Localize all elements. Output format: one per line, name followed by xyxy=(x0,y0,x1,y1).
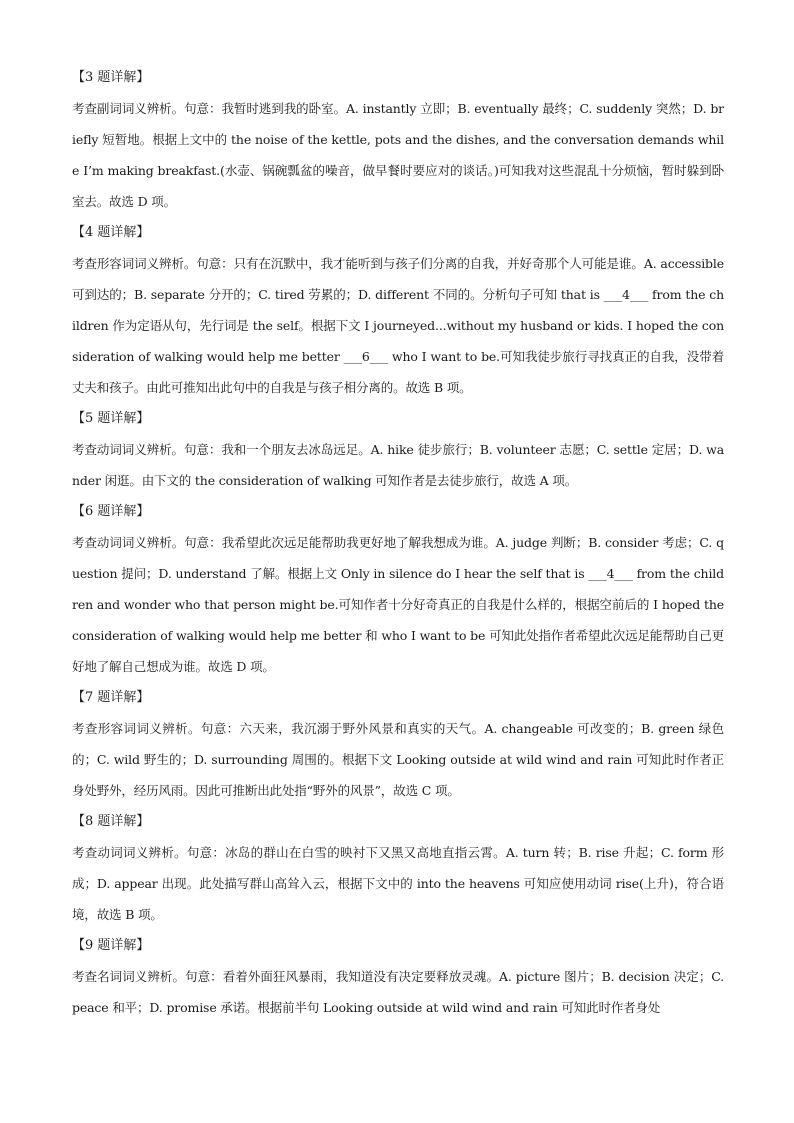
section-heading: 【6 题详解】 xyxy=(72,504,150,519)
section-body: 考查副词词义辨析。句意：我暂时逃到我的卧室。A. instantly 立即；B. eventually 最终；C. suddenly 突然；D. briefly 短暂地。根据上文中的 the noise of the kettle, pots and the dishes, and the conversation demands while I’m making breakfast.(水壶、锅碗瓢盆的噪音，做早餐时要应对的谈话。)可知我对这些混乱十分烦恼，暂时躲到卧室去。故选 D 项。 xyxy=(72,101,724,209)
section-5 xyxy=(72,403,724,496)
section-body: 考查形容词词义辨析。句意：只有在沉默中，我才能听到与孩子们分离的自我，并好奇那个人可能是谁。A. accessible 可到达的；B. separate 分开的；C. tired 劳累的；D. different 不同的。分析句子可知 that is ___4___ from the children 作为定语从句，先行词是 the self。根据下文 I journeyed...without my husband or kids. I hoped the consideration of walking would help me better ___6___ who I want to be.可知我徒步旅行寻找真正的自我，没带着丈夫和孩子。由此可推知出此句中的自我是与孩子相分离的。故选 B 项。 xyxy=(72,256,724,395)
section-heading: 【7 题详解】 xyxy=(72,690,150,705)
section-6 xyxy=(72,496,724,682)
section-4 xyxy=(72,217,724,403)
section-body: 考查名词词义辨析。句意：看着外面狂风暴雨，我知道没有决定要释放灵魂。A. picture 图片；B. decision 决定；C. peace 和平；D. promise 承诺。根据前半句 Looking outside at wild wind and rain 可知此时作者身处 xyxy=(72,969,724,1015)
section-7 xyxy=(72,682,724,806)
section-heading: 【8 题详解】 xyxy=(72,814,150,829)
section-heading: 【9 题详解】 xyxy=(72,938,150,953)
section-body: 考查动词词义辨析。句意：我和一个朋友去冰岛远足。A. hike 徒步旅行；B. volunteer 志愿；C. settle 定居；D. wander 闲逛。由下文的 the consideration of walking 可知作者是去徒步旅行，故选 A 项。 xyxy=(72,442,724,488)
document-page xyxy=(72,62,724,1023)
section-heading: 【5 题详解】 xyxy=(72,411,150,426)
section-9 xyxy=(72,930,724,1023)
section-8 xyxy=(72,806,724,930)
section-3 xyxy=(72,62,724,217)
section-heading: 【3 题详解】 xyxy=(72,70,150,85)
section-heading: 【4 题详解】 xyxy=(72,225,150,240)
section-body: 考查形容词词义辨析。句意：六天来，我沉溺于野外风景和真实的天气。A. changeable 可改变的；B. green 绿色的；C. wild 野生的；D. surrounding 周围的。根据下文 Looking outside at wild wind and rain 可知此时作者正身处野外，经历风雨。因此可推断出此处指“野外的风景”，故选 C 项。 xyxy=(72,721,724,798)
section-body: 考查动词词义辨析。句意：我希望此次远足能帮助我更好地了解我想成为谁。A. judge 判断；B. consider 考虑；C. question 提问；D. understand 了解。根据上文 Only in silence do I hear the self that is ___4___ from the children and wonder who that person might be.可知作者十分好奇真正的自我是什么样的，根据空前后的 I hoped the consideration of walking would help me better 和 who I want to be 可知此处指作者希望此次远足能帮助自己更好地了解自己想成为谁。故选 D 项。 xyxy=(72,535,724,674)
section-body: 考查动词词义辨析。句意：冰岛的群山在白雪的映衬下又黑又高地直指云霄。A. turn 转；B. rise 升起；C. form 形成；D. appear 出现。此处描写群山高耸入云，根据下文中的 into the heavens 可知应使用动词 rise(上升)，符合语境，故选 B 项。 xyxy=(72,845,724,922)
